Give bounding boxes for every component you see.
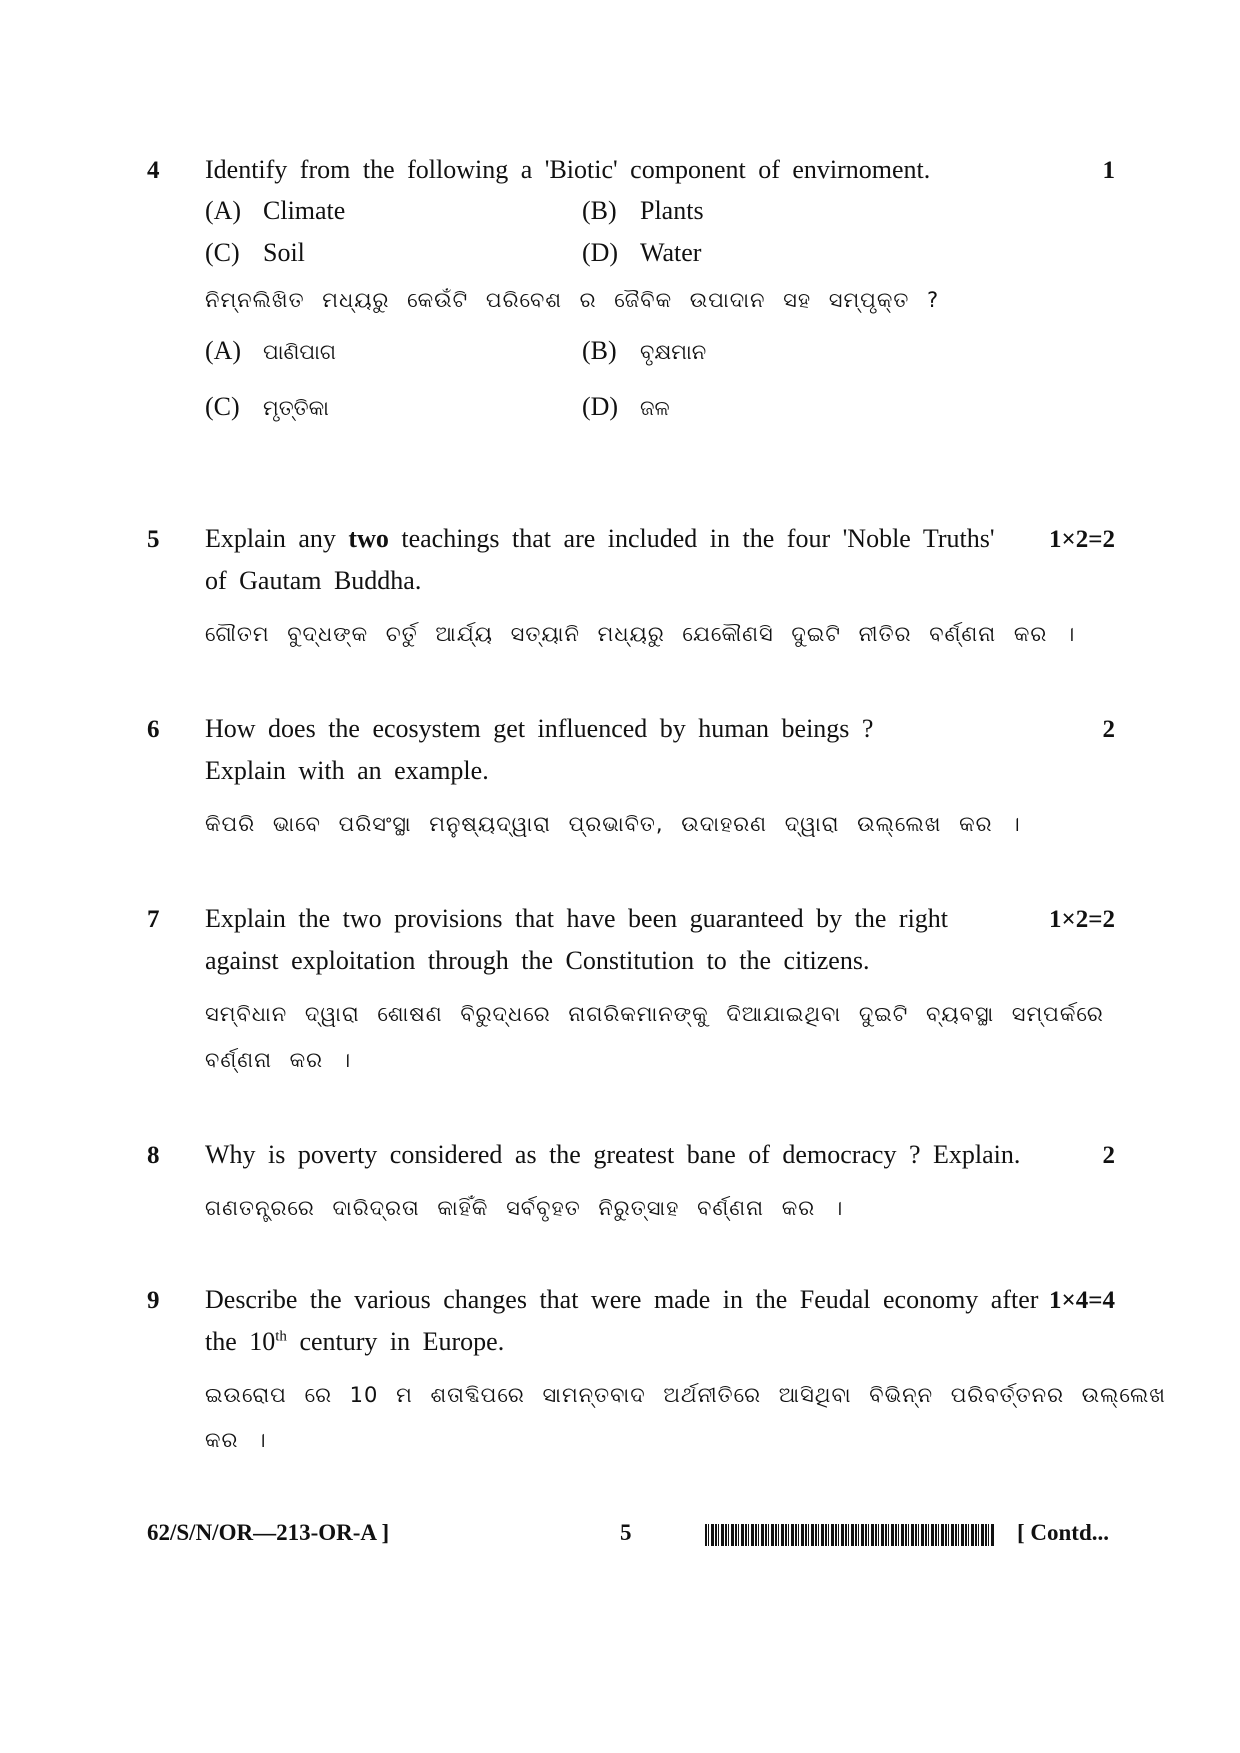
option-a-odia: (A) ପାଣିପାଗ — [205, 336, 336, 365]
question-text-line-2: Explain with an example. — [205, 756, 489, 785]
question-text-line-2: against exploitation through the Constitution to the citizens. — [205, 946, 870, 975]
question-marks: 1 — [1102, 157, 1115, 184]
question-number: 9 — [147, 1287, 160, 1314]
question-text-line-2: the 10th century in Europe. — [205, 1327, 505, 1356]
question-number: 7 — [147, 906, 160, 933]
option-a: (A) Climate — [205, 196, 346, 225]
question-text-odia: ଗୌତମ ବୁଦ୍ଧଙ୍କ ଚର୍ତୁ ଆର୍ଯ୍ୟ ସତ୍ୟାନି ମଧ୍ୟରୁ ଯେକୌଣସି ଦୁଇଟି ନୀତିର ବର୍ଣ୍ଣନା କର । — [205, 622, 1076, 646]
question-text: Identify from the following a 'Biotic' component of envirnoment. — [205, 155, 931, 184]
question-text-odia-line-1: ସମ୍ବିଧାନ ଦ୍ୱାରା ଶୋଷଣ ବିରୁଦ୍ଧରେ ନାଗରିକମାନଙ୍କୁ ଦିଆଯାଇଥିବା ଦୁଇଟି ବ୍ୟବସ୍ଥା ସମ୍ପର୍କରେ — [205, 1002, 1104, 1026]
emphasis-word: two — [348, 524, 389, 553]
question-text-line-2: of Gautam Buddha. — [205, 566, 422, 595]
question-marks: 1×2=2 — [1049, 906, 1115, 933]
question-text: Why is poverty considered as the greatest bane of democracy ? Explain. — [205, 1140, 1021, 1169]
question-text-line-1: Explain any two teachings that are included in the four 'Noble Truths' — [205, 524, 995, 553]
question-text-line-1: Explain the two provisions that have been guaranteed by the right — [205, 904, 949, 933]
question-number: 6 — [147, 716, 160, 743]
option-d: (D) Water — [582, 238, 702, 267]
question-text-odia-line-2: ବର୍ଣ୍ଣନା କର । — [205, 1048, 352, 1072]
question-text-odia: କିପରି ଭାବେ ପରିସଂସ୍ଥା ମନୁଷ୍ୟଦ୍ୱାରା ପ୍ରଭାବିତ, ଉଦାହରଣ ଦ୍ୱାରା ଉଲ୍ଲେଖ କର । — [205, 812, 1021, 836]
option-b-odia: (B) ବୃକ୍ଷମାନ — [582, 336, 707, 365]
question-text-odia: ନିମ୍ନଲିଖିତ ମଧ୍ୟରୁ କେଉଁଟି ପରିବେଶ ର ଜୈବିକ ଉପାଦାନ ସହ ସମ୍ପୃକ୍ତ ? — [205, 288, 940, 312]
question-text-odia-line-2: କର । — [205, 1428, 267, 1452]
question-text-line-1: Describe the various changes that were made in the Feudal economy after — [205, 1285, 1039, 1314]
question-marks: 1×4=4 — [1049, 1287, 1115, 1314]
option-b: (B) Plants — [582, 196, 704, 225]
question-text-line-1: How does the ecosystem get influenced by human beings ? — [205, 714, 874, 743]
question-text-odia: ଗଣତନ୍ତ୍ରରେ ଦାରିଦ୍ରତା କାହିଁକି ସର୍ବବୃହତ ନିରୁତ୍ସାହ ବର୍ଣ୍ଣନା କର । — [205, 1196, 844, 1220]
option-c: (C) Soil — [205, 238, 305, 267]
question-marks: 2 — [1102, 716, 1115, 743]
question-marks: 2 — [1102, 1142, 1115, 1169]
option-c-odia: (C) ମୃତ୍ତିକା — [205, 392, 329, 421]
page-number: 5 — [620, 1520, 632, 1545]
continued-label: [ Contd... — [1017, 1520, 1110, 1545]
paper-code: 62/S/N/OR—213-OR-A ] — [147, 1520, 390, 1545]
question-marks: 1×2=2 — [1049, 526, 1115, 553]
barcode-icon — [705, 1524, 995, 1546]
option-d-odia: (D) ଜଳ — [582, 392, 670, 421]
question-number: 5 — [147, 526, 160, 553]
page-footer — [0, 1520, 1240, 1560]
question-number: 4 — [147, 157, 160, 184]
question-text-odia-line-1: ଇଉରୋପ ରେ 10 ମ ଶତାବ୍ଦିପରେ ସାମନ୍ତବାଦ ଅର୍ଥନୀତିରେ ଆସିଥିବା ବିଭିନ୍ନ ପରିବର୍ତ୍ତନର ଉଲ୍ଲେଖ — [205, 1383, 1166, 1407]
question-number: 8 — [147, 1142, 160, 1169]
